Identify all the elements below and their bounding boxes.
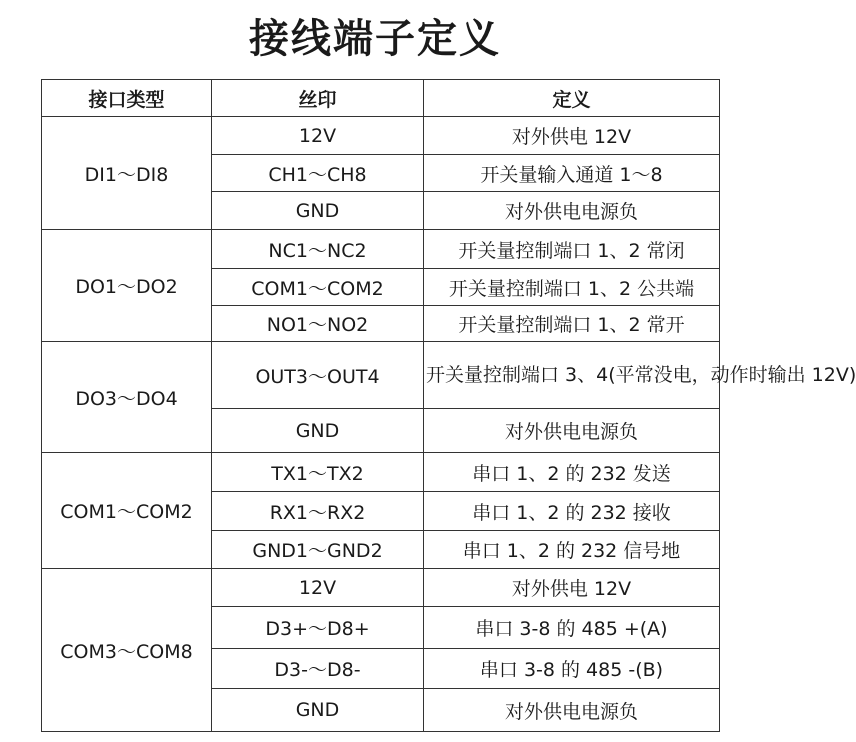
interface-type-cell: COM3～COM8 [42, 569, 212, 732]
interface-type-cell: DO3～DO4 [42, 342, 212, 453]
silk-cell: RX1～RX2 [212, 492, 424, 531]
definition-cell: 开关量控制端口 1、2 常开 [424, 306, 720, 342]
interface-type-cell: DI1～DI8 [42, 117, 212, 230]
silk-cell: TX1～TX2 [212, 453, 424, 492]
silk-cell: OUT3～OUT4 [212, 342, 424, 409]
header-silkscreen: 丝印 [212, 80, 424, 117]
definition-cell: 串口 3-8 的 485 +(A) [424, 607, 720, 649]
definition-cell: 对外供电电源负 [424, 192, 720, 230]
table-row [42, 117, 720, 155]
silk-cell: COM1～COM2 [212, 269, 424, 306]
table-row [42, 230, 720, 269]
silk-cell: CH1～CH8 [212, 155, 424, 192]
definition-cell: 串口 3-8 的 485 -(B) [424, 649, 720, 689]
silk-cell: NO1～NO2 [212, 306, 424, 342]
definition-cell: 对外供电电源负 [424, 409, 720, 453]
definition-cell: 开关量输入通道 1～8 [424, 155, 720, 192]
silk-cell: D3+～D8+ [212, 607, 424, 649]
definition-cell: 对外供电电源负 [424, 689, 720, 732]
page-title: 接线端子定义 [249, 16, 501, 62]
definition-cell: 串口 1、2 的 232 发送 [424, 453, 720, 492]
definition-cell: 开关量控制端口 1、2 常闭 [424, 230, 720, 269]
header-interface-type: 接口类型 [42, 80, 212, 117]
definition-cell: 开关量控制端口 1、2 公共端 [424, 269, 720, 306]
definition-cell: 开关量控制端口 3、4(平常没电，动作时输出 12V) [424, 342, 720, 409]
definition-cell: 对外供电 12V [424, 569, 720, 607]
silk-cell: 12V [212, 117, 424, 155]
silk-cell: D3-～D8- [212, 649, 424, 689]
silk-cell: GND1～GND2 [212, 531, 424, 569]
table-row [42, 342, 720, 409]
silk-cell: NC1～NC2 [212, 230, 424, 269]
silk-cell: GND [212, 409, 424, 453]
definition-cell: 串口 1、2 的 232 信号地 [424, 531, 720, 569]
table-row [42, 569, 720, 607]
definition-cell: 串口 1、2 的 232 接收 [424, 492, 720, 531]
interface-type-cell: DO1～DO2 [42, 230, 212, 342]
header-definition: 定义 [424, 80, 720, 117]
terminal-definition-table [41, 79, 856, 732]
silk-cell: 12V [212, 569, 424, 607]
definition-cell: 对外供电 12V [424, 117, 720, 155]
interface-type-cell: COM1～COM2 [42, 453, 212, 569]
silk-cell: GND [212, 689, 424, 732]
silk-cell: GND [212, 192, 424, 230]
table-header-row [42, 80, 720, 117]
table-row [42, 453, 720, 492]
